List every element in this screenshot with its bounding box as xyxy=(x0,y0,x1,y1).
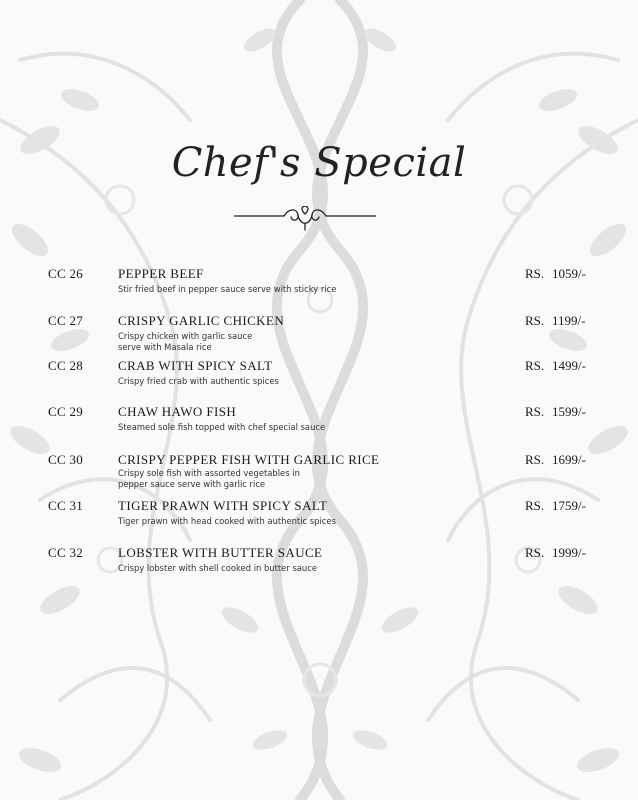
item-name: CRAB WITH SPICY SALT xyxy=(118,358,273,373)
item-code: CC 28 xyxy=(48,358,84,373)
item-description: Stir fried beef in pepper sauce serve with sticky rice xyxy=(118,284,337,294)
item-name: LOBSTER WITH BUTTER SAUCE xyxy=(118,545,323,560)
item-description: Crispy sole fish with assorted vegetables in pepper sauce serve with garlic rice xyxy=(118,468,300,489)
item-price: 1199/- xyxy=(552,313,586,328)
item-price: 1059/- xyxy=(552,266,586,281)
item-description: Crispy fried crab with authentic spices xyxy=(118,376,279,386)
item-name: TIGER PRAWN WITH SPICY SALT xyxy=(118,498,328,513)
currency-label: RS. xyxy=(525,498,545,513)
currency-label: RS. xyxy=(525,358,545,373)
item-name: CHAW HAWO FISH xyxy=(118,404,237,419)
item-price: 1759/- xyxy=(552,498,586,513)
item-description: Tiger prawn with head cooked with authentic spices xyxy=(118,516,336,526)
item-code: CC 31 xyxy=(48,498,84,513)
item-description: Crispy chicken with garlic sauce serve with Masala rice xyxy=(118,331,253,352)
item-code: CC 30 xyxy=(48,452,84,467)
item-code: CC 27 xyxy=(48,313,84,328)
item-description: Steamed sole fish topped with chef special sauce xyxy=(118,422,326,432)
currency-label: RS. xyxy=(525,313,545,328)
item-name: CRISPY GARLIC CHICKEN xyxy=(118,313,285,328)
currency-label: RS. xyxy=(525,545,545,560)
item-price: 1599/- xyxy=(552,404,586,419)
item-code: CC 26 xyxy=(48,266,84,281)
currency-label: RS. xyxy=(525,452,545,467)
item-price: 1999/- xyxy=(552,545,586,560)
item-code: CC 29 xyxy=(48,404,84,419)
item-price: 1699/- xyxy=(552,452,586,467)
currency-label: RS. xyxy=(525,266,545,281)
item-name: CRISPY PEPPER FISH WITH GARLIC RICE xyxy=(118,452,380,467)
currency-label: RS. xyxy=(525,404,545,419)
item-code: CC 32 xyxy=(48,545,84,560)
item-description: Crispy lobster with shell cooked in butter sauce xyxy=(118,563,317,573)
item-name: PEPPER BEEF xyxy=(118,266,204,281)
item-price: 1499/- xyxy=(552,358,586,373)
page-title: Chef's Special xyxy=(171,140,467,186)
